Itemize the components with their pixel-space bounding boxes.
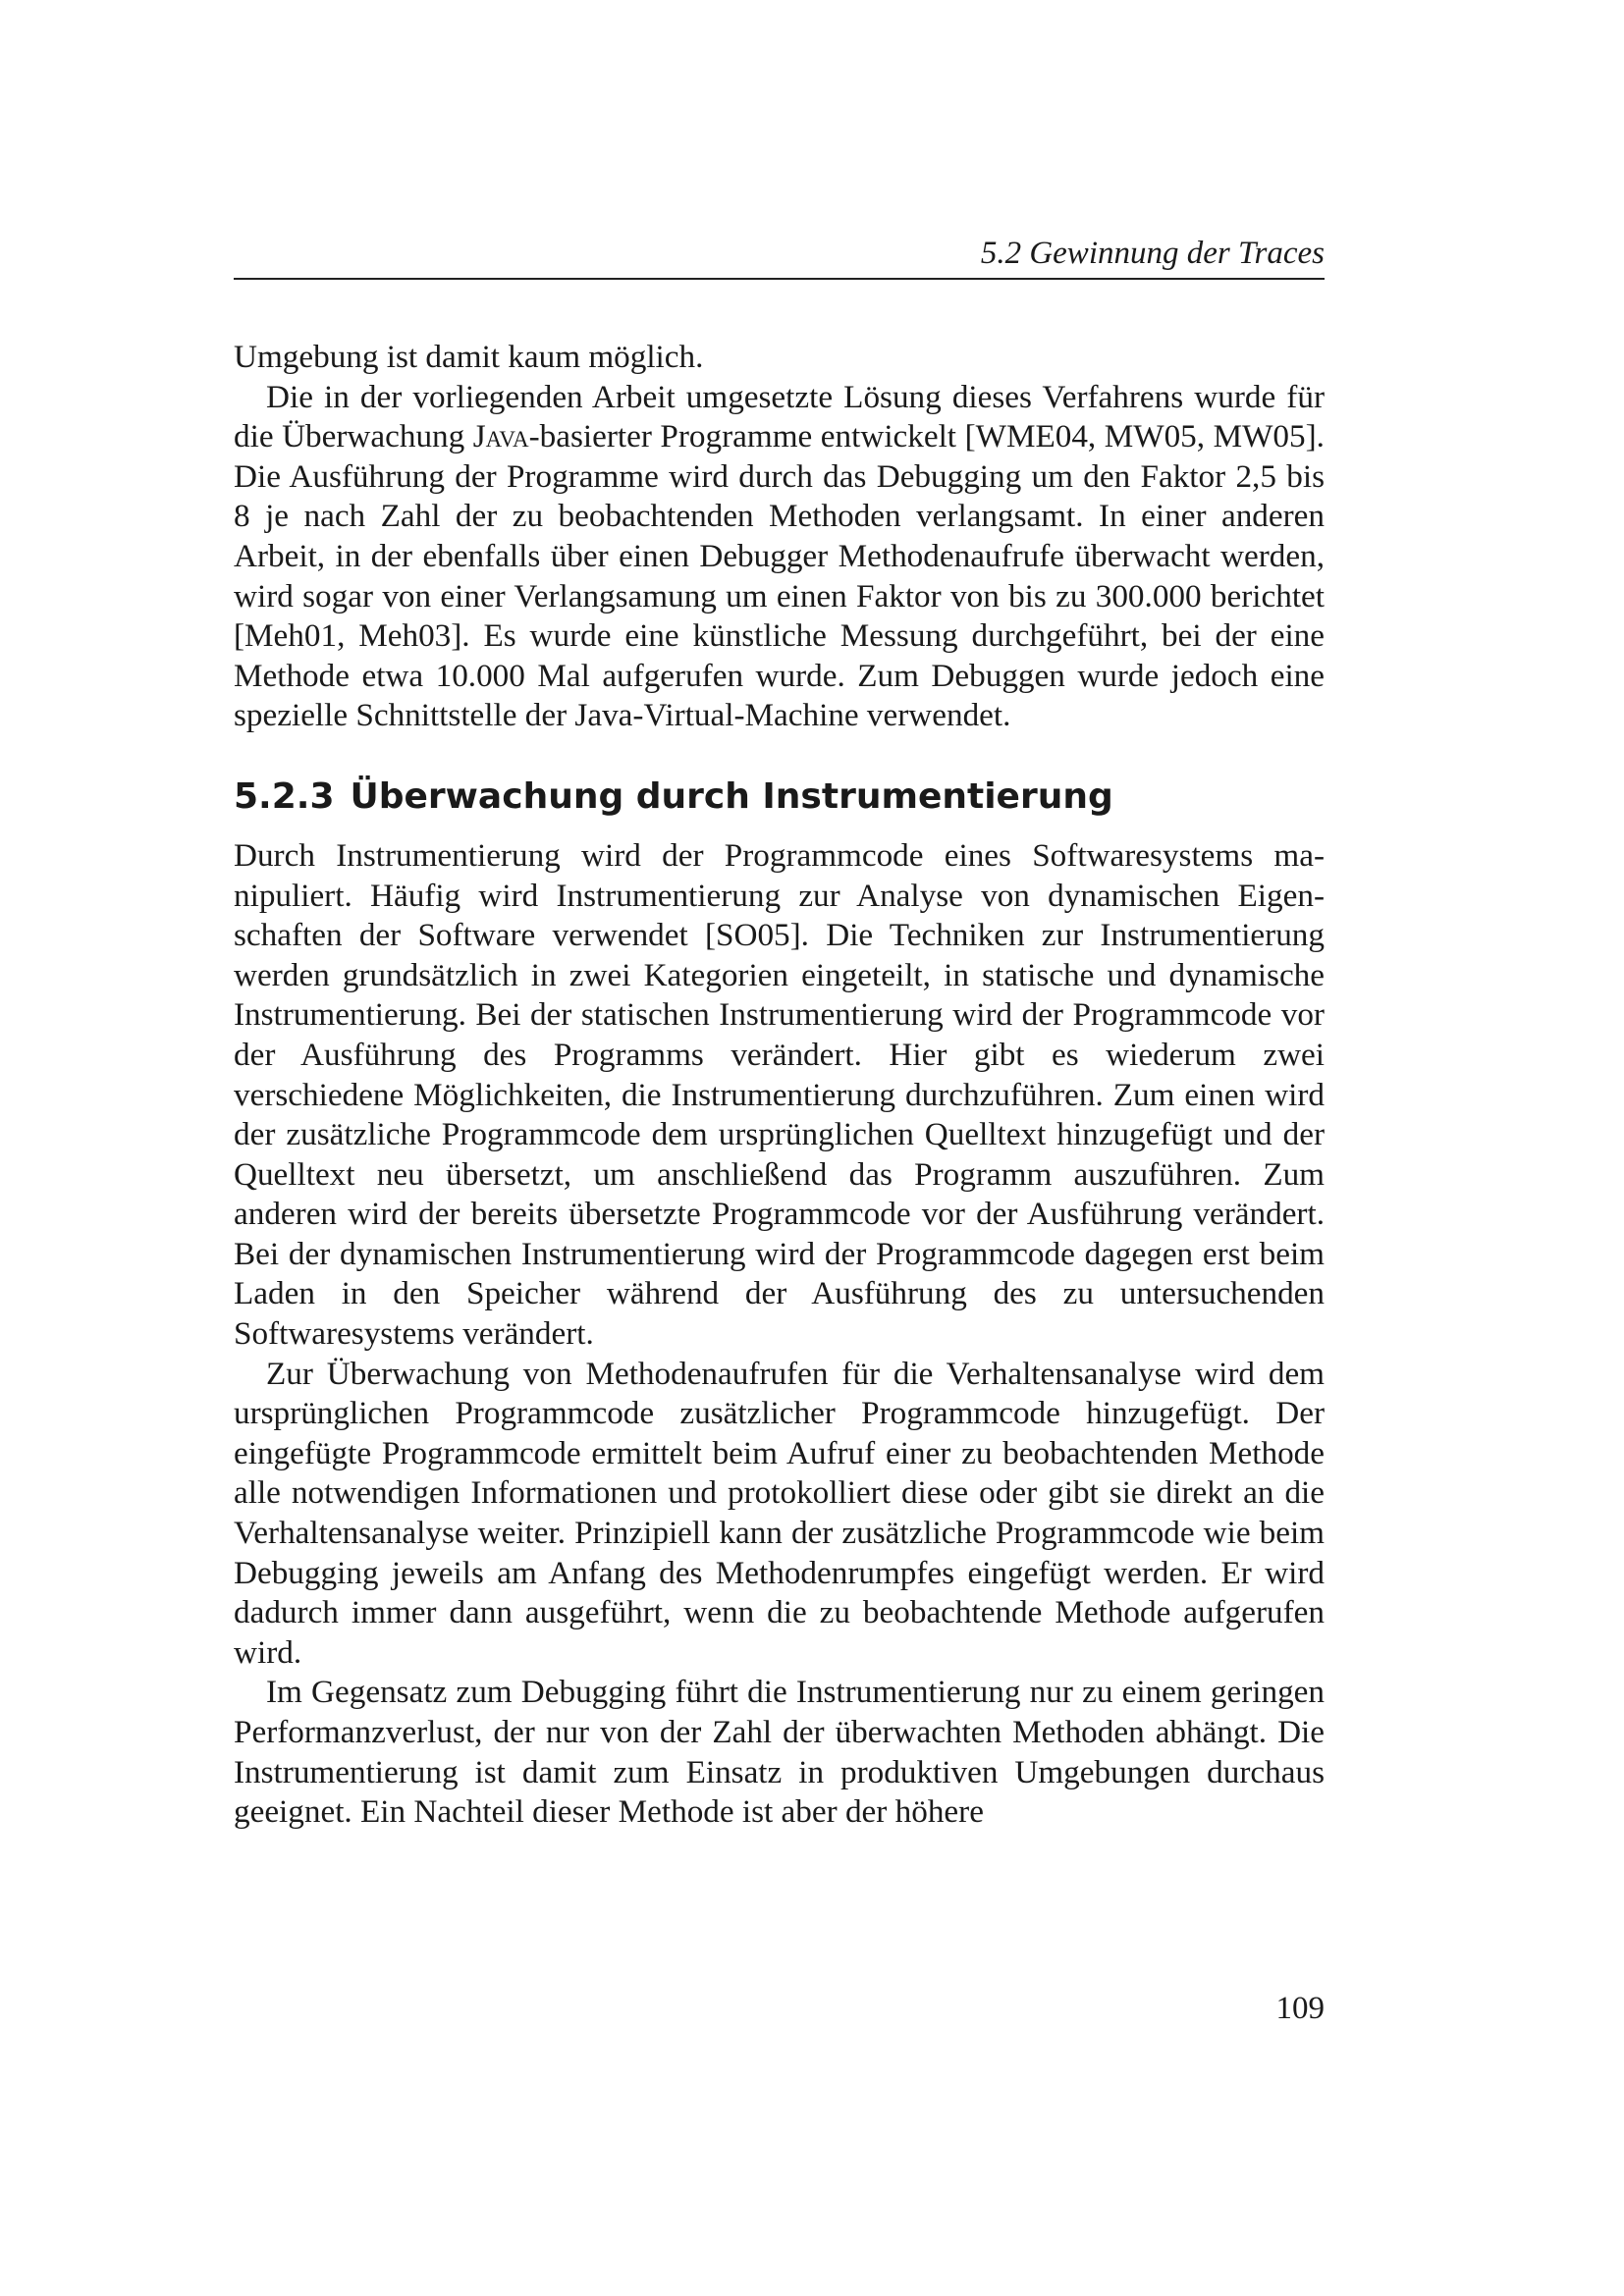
header-rule [234,278,1325,280]
section-number: 5.2.3 [234,775,335,817]
running-header: 5.2 Gewinnung der Traces [980,236,1325,271]
java-smallcaps: Java [472,418,529,455]
paragraph-text-part: Die in der vorliegenden Arbeit umgesetzte Lösung dieses Verfahrens wurde für die Überwachung [234,378,1325,455]
section-heading [234,775,1325,819]
main-text [234,338,1325,1833]
section-title: Überwachung durch Instrumentierung [350,775,1113,817]
paragraph-instrumentation-intro: Durch Instrumentierung wird der Programmcode eines Softwaresystems manipuliert. Häufig wird Instrumentierung zur Analyse von dynamischen Eigenschaften der Software verwendet [SO05]. Die Techniken zur Instrumentierung werden grundsätzlich in zwei Kategorien eingeteilt, in statische und dynamische Instrumentierung. Bei der statischen Instrumentierung wird der Programmcode vor der Ausführung des Programms verändert. Hier gibt es wiederum zwei verschiedene Möglichkeiten, die Instrumentierung durchzuführen. Zum einen wird der zusätzliche Programmcode dem ursprünglichen Quelltext hinzugefügt und der Quelltext neu übersetzt, um anschließend das Programm auszuführen. Zum anderen wird der bereits übersetzte Programmcode vor der Ausführung verändert. Bei der dynamischen Instrumentierung wird der Programmcode dagegen erst beim Laden in den Speicher während der Ausführung des zu untersuchenden Softwaresystems verändert. [234,836,1325,1353]
paragraph-method-monitoring: Zur Überwachung von Methodenaufrufen für die Verhaltensanalyse wird dem ursprünglichen Programmcode zusätzlicher Programmcode hinzugefügt. Der eingefügte Programmcode ermittelt beim Aufruf einer zu beobachtenden Methode alle notwendigen Informationen und protokolliert diese oder gibt sie direkt an die Verhaltensanalyse weiter. Prinzipiell kann der zusätzliche Programmcode wie beim Debugging jeweils am Anfang des Methodenrumpfes eingefügt werden. Er wird dadurch immer dann ausgeführt, wenn die zu beobachtende Methode aufgerufen wird. [234,1355,1325,1671]
paragraph-debugging-results [234,378,1325,736]
paragraph-continuation: Umgebung ist damit kaum möglich. [234,339,704,375]
page-number: 109 [1275,1991,1325,2026]
paragraph-performance: Im Gegensatz zum Debugging führt die Instrumentierung nur zu einem geringen Performanzverlust, der nur von der Zahl der überwachten Methoden abhängt. Die Instrumentierung ist damit zum Einsatz in produktiven Umgebungen durchaus geeignet. Ein Nachteil dieser Methode ist aber der höhere [234,1674,1325,1831]
paragraph-text-part: -basierter Programme entwickelt [WME04, MW05, MW05]. Die Ausführung der Programme wird durch das Debugging um den Faktor 2,5 bis 8 je nach Zahl der zu beobachtenden Methoden verlangsamt. In einer anderen Arbeit, in der ebenfalls über einen Debugger Methodenaufrufe überwacht werden, wird sogar von einer Verlangsamung um einen Faktor von bis zu 300.000 berichtet [Meh01, Meh03]. Es wurde eine künstliche Messung durchgeführt, bei der eine Methode etwa 10.000 Mal aufgerufen wurde. Zum Debuggen wurde jedoch eine spezielle Schnittstelle der Java-Virtual-Machine verwendet. [234,418,1325,734]
